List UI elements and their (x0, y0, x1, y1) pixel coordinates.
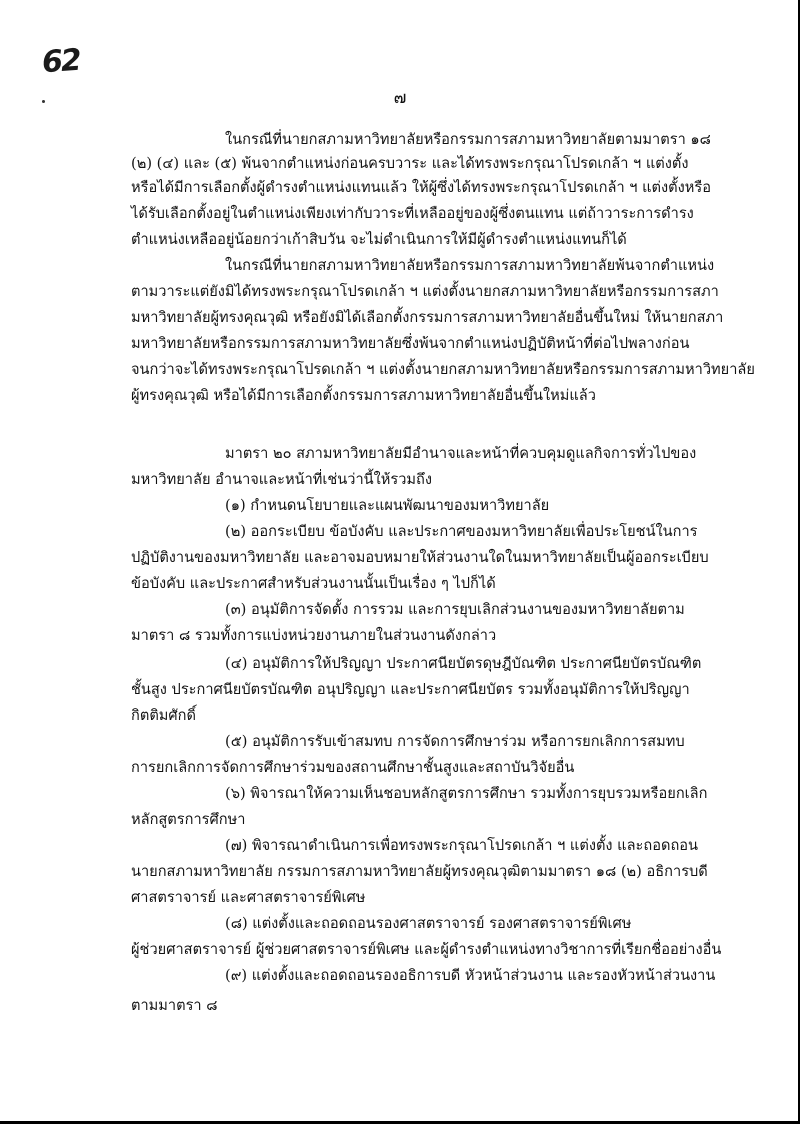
section-20-item: (๕) อนุมัติการรับเข้าสมทบ การจัดการศึกษาร่วม หรือการยกเลิกการสมทบ (225, 733, 685, 750)
section-20-line: การยกเลิกการจัดการศึกษาร่วมของสถานศึกษาชั้นสูงและสถาบันวิจัยอื่น (131, 759, 575, 776)
paragraph-2-line: มหาวิทยาลัยหรือกรรมการสภามหาวิทยาลัยซึ่งพ้นจากตำแหน่งปฏิบัติหน้าที่ต่อไปพลางก่อน (131, 335, 690, 352)
section-20-item: (๖) พิจารณาให้ความเห็นชอบหลักสูตรการศึกษา รวมทั้งการยุบรวมหรือยกเลิก (225, 785, 708, 802)
section-20-line: ผู้ช่วยศาสตราจารย์ ผู้ช่วยศาสตราจารย์พิเศษ และผู้ดำรงตำแหน่งทางวิชาการที่เรียกชื่ออย่างอื่น (131, 941, 722, 958)
section-20-line: ข้อบังคับ และประกาศสำหรับส่วนงานนั้นเป็นเรื่อง ๆ ไปก็ได้ (131, 575, 496, 592)
paragraph-1-line: ตำแหน่งเหลืออยู่น้อยกว่าเก้าสิบวัน จะไม่ดำเนินการให้มีผู้ดำรงตำแหน่งแทนก็ได้ (131, 231, 627, 248)
section-20-line: หลักสูตรการศึกษา (131, 811, 246, 828)
section-20-item: (๓) อนุมัติการจัดตั้ง การรวม และการยุบเลิกส่วนงานของมหาวิทยาลัยตาม (225, 601, 685, 618)
section-20-line: ปฏิบัติงานของมหาวิทยาลัย และอาจมอบหมายให้ส่วนงานใดในมหาวิทยาลัยเป็นผู้ออกระเบียบ (131, 549, 709, 566)
section-20-line: มาตรา ๘ รวมทั้งการแบ่งหน่วยงานภายในส่วนงานดังกล่าว (131, 627, 497, 644)
section-20-item: (๗) พิจารณาดำเนินการเพื่อทรงพระกรุณาโปรดเกล้า ฯ แต่งตั้ง และถอดถอน (225, 837, 699, 854)
section-20-item: (๑) กำหนดนโยบายและแผนพัฒนาของมหาวิทยาลัย (225, 497, 550, 514)
section-20-item: (๒) ออกระเบียบ ข้อบังคับ และประกาศของมหาวิทยาลัยเพื่อประโยชน์ในการ (225, 523, 698, 540)
paragraph-1-line: หรือได้มีการเลือกตั้งผู้ดำรงตำแหน่งแทนแล้ว ให้ผู้ซึ่งได้ทรงพระกรุณาโปรดเกล้า ฯ แต่งตั้งหรือ (131, 179, 711, 196)
section-20-line: ชั้นสูง ประกาศนียบัตรบัณฑิต อนุปริญญา และประกาศนียบัตร รวมทั้งอนุมัติการให้ปริญญา (131, 681, 690, 698)
section-20-line: ศาสตราจารย์ และศาสตราจารย์พิเศษ (131, 889, 366, 906)
section-20-line: นายกสภามหาวิทยาลัย กรรมการสภามหาวิทยาลัยผู้ทรงคุณวุฒิตามมาตรา ๑๘ (๒) อธิการบดี (131, 863, 708, 880)
paragraph-2-line: ในกรณีที่นายกสภามหาวิทยาลัยหรือกรรมการสภามหาวิทยาลัยพ้นจากตำแหน่ง (225, 257, 715, 274)
paragraph-1-line: ได้รับเลือกตั้งอยู่ในตำแหน่งเพียงเท่ากับวาระที่เหลืออยู่ของผู้ซึ่งตนแทน แต่ถ้าวาระการดำรง (131, 205, 694, 222)
section-20-line: กิตติมศักดิ์ (131, 707, 196, 724)
page-number: ๗ (393, 88, 407, 108)
paragraph-1-line: ในกรณีที่นายกสภามหาวิทยาลัยหรือกรรมการสภามหาวิทยาลัยตามมาตรา ๑๘ (225, 131, 711, 148)
section-20-item: (๙) แต่งตั้งและถอดถอนรองอธิการบดี หัวหน้าส่วนงาน และรองหัวหน้าส่วนงาน (225, 967, 716, 984)
section-20-item: (๘) แต่งตั้งและถอดถอนรองศาสตราจารย์ รองศาสตราจารย์พิเศษ (225, 915, 632, 932)
paragraph-1-line: (๒) (๔) และ (๕) พ้นจากตำแหน่งก่อนครบวาระ และได้ทรงพระกรุณาโปรดเกล้า ฯ แต่งตั้ง (131, 155, 689, 172)
paragraph-2-line: จนกว่าจะได้ทรงพระกรุณาโปรดเกล้า ฯ แต่งตั้งนายกสภามหาวิทยาลัยหรือกรรมการสภามหาวิทยาลัย (131, 361, 755, 378)
paragraph-2-line: ผู้ทรงคุณวุฒิ หรือได้มีการเลือกตั้งกรรมการสภามหาวิทยาลัยอื่นขึ้นใหม่แล้ว (131, 387, 596, 404)
section-20-heading: มาตรา ๒๐ สภามหาวิทยาลัยมีอำนาจและหน้าที่ควบคุมดูแลกิจการทั่วไปของ (225, 445, 697, 462)
section-20-line: ตามมาตรา ๘ (131, 997, 218, 1014)
handwritten-page-mark: 62 (40, 42, 81, 81)
section-20-line: มหาวิทยาลัย อำนาจและหน้าที่เช่นว่านี้ให้รวมถึง (131, 471, 433, 488)
paragraph-2-line: มหาวิทยาลัยผู้ทรงคุณวุฒิ หรือยังมิได้เลือกตั้งกรรมการสภามหาวิทยาลัยอื่นขึ้นใหม่ ให้นายกสภา (131, 309, 724, 326)
paragraph-2-line: ตามวาระแต่ยังมิได้ทรงพระกรุณาโปรดเกล้า ฯ แต่งตั้งนายกสภามหาวิทยาลัยหรือกรรมการสภา (131, 283, 719, 300)
section-20-item: (๔) อนุมัติการให้ปริญญา ประกาศนียบัตรดุษฎีบัณฑิต ประกาศนียบัตรบัณฑิต (225, 655, 702, 672)
